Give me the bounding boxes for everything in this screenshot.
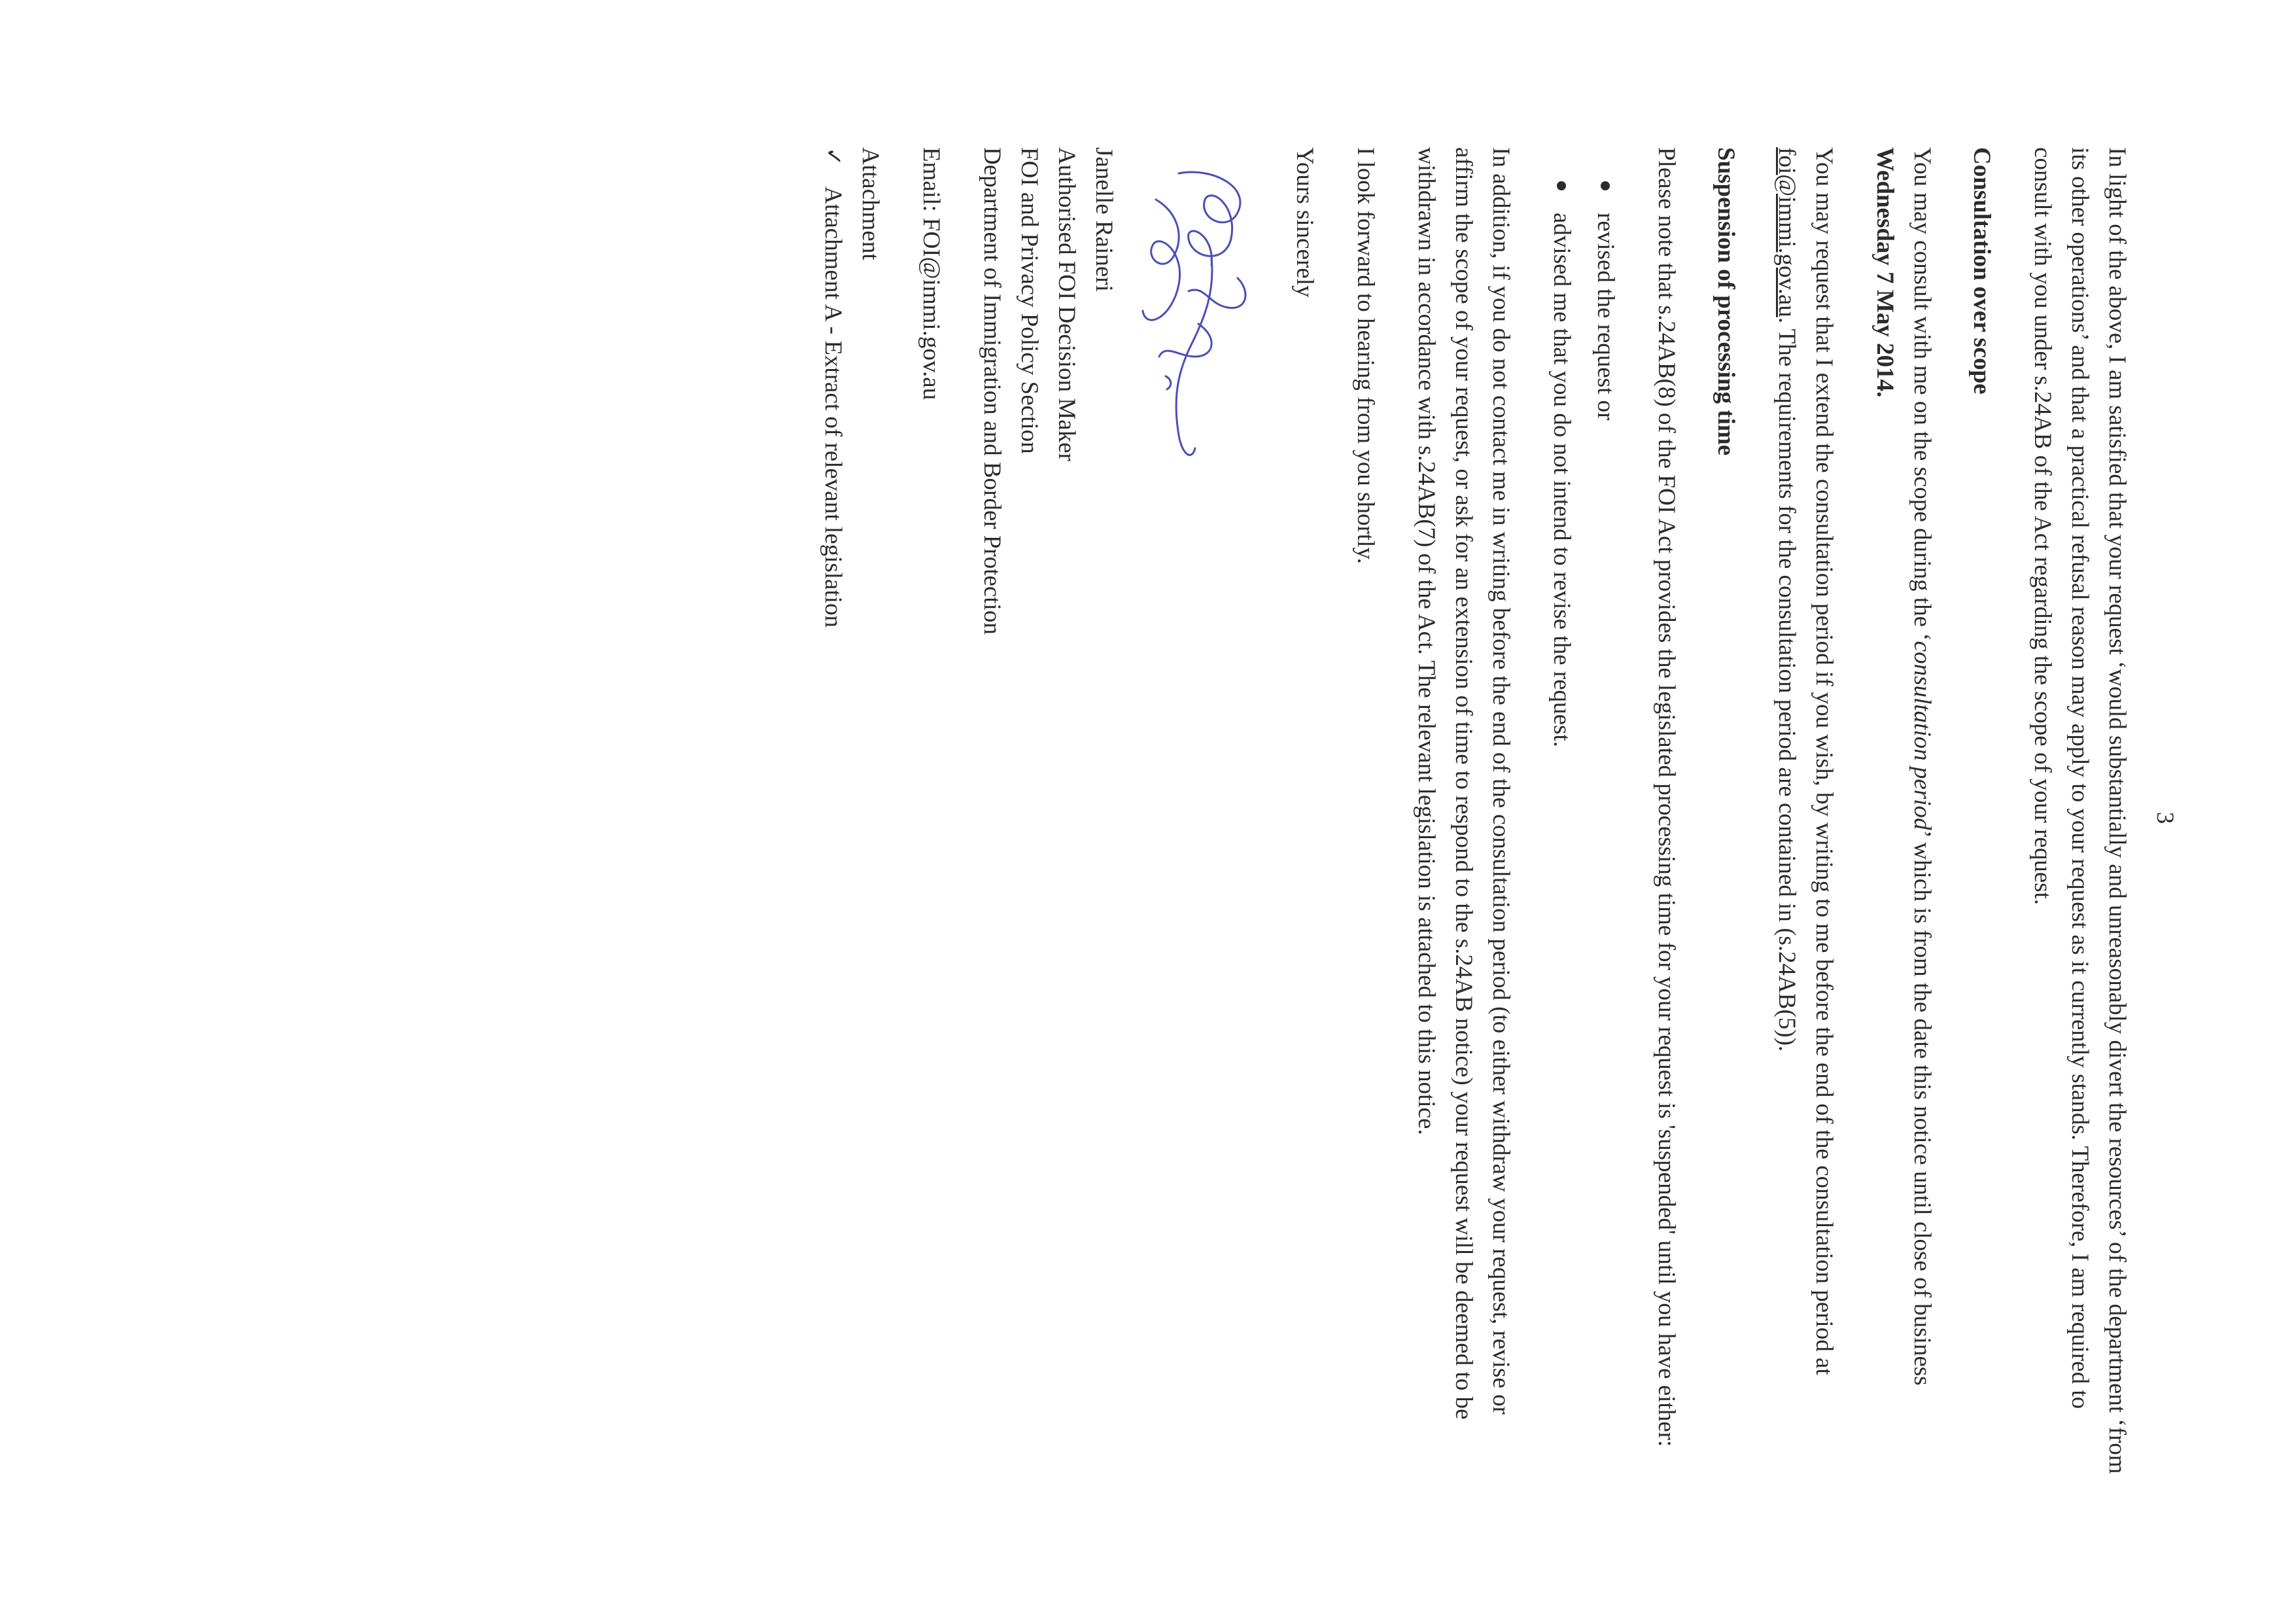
foi-email-link[interactable]: foi@immi.gov.au xyxy=(1773,147,1800,317)
intro-paragraph: In light of the above, I am satisfied that your request ‘would substantially and unreasonably divert the resources’ of the department ‘from its other operations’ and that a practical refusal reason may apply to your request as it currently stands. Therefore, I am required to consult with you under s.24AB of the Act regarding the scope of your request. xyxy=(2029,147,2131,1474)
signatory-title: Authorised FOI Decision Maker xyxy=(1053,147,1080,461)
extension-text-start: You may request that I extend the consultation period if you wish, by writing to me before the end of the consultation period at xyxy=(1811,147,1837,1375)
page-number: 3 xyxy=(2151,811,2178,824)
extension-paragraph xyxy=(1768,147,1843,1475)
consultation-text-start: You may consult with me on the scope during the ‘ xyxy=(1909,147,1936,641)
closing-salutation: Yours sincerely xyxy=(1291,147,1318,298)
look-forward-paragraph: I look forward to hearing from you shortly. xyxy=(1352,147,1379,564)
signatory-email: Email: FOI@immi.gov.au xyxy=(918,147,945,400)
signatory-department: Department of Immigration and Border Protection xyxy=(979,147,1005,635)
list-item: revised the request or xyxy=(1587,147,1624,1475)
suspension-heading: Suspension of processing time xyxy=(1713,147,1739,456)
consultation-period-paragraph xyxy=(1866,147,1941,1475)
handwritten-signature xyxy=(1133,160,1277,474)
extension-text-end: . The requirements for the consultation period are contained in (s.24AB(5)). xyxy=(1773,317,1800,1052)
attachment-item xyxy=(814,147,852,1475)
consultation-heading: Consultation over scope xyxy=(1968,147,1995,395)
consultation-text-middle: ’ which is from the date this notice until close of business xyxy=(1909,830,1936,1386)
attachment-heading: Attachment xyxy=(857,147,884,260)
attachment-label: Attachment A - Extract of relevant legislation xyxy=(820,186,846,628)
suspension-paragraph: Please note that s.24AB(8) of the FOI Act provides the legislated processing time for your request is 'suspended' until you have either: xyxy=(1653,147,1680,1447)
signatory-name: Janelle Raineri xyxy=(1090,147,1117,292)
suspension-conditions-list xyxy=(1543,147,1624,1475)
checkmark-icon: ✓ xyxy=(820,147,846,166)
list-item: advised me that you do not intend to revise the request. xyxy=(1543,147,1580,1475)
consultation-deadline: Wednesday 7 May 2014. xyxy=(1871,147,1898,398)
consultation-period-term: consultation period xyxy=(1909,641,1936,830)
signatory-section: FOI and Privacy Policy Section xyxy=(1016,147,1043,454)
withdrawal-paragraph: In addition, if you do not contact me in writing before the end of the consultation period (to either withdraw your request, revise or affirm the scope of your request, or ask for an extension of time to respond to the s.24AB notice) your request will be deemed to be withdrawn in accordance with s.24AB(7) of the Act. The relevant legislation is attached to this notice. xyxy=(1413,147,1514,1420)
signature-block xyxy=(814,147,1122,1475)
letter-body xyxy=(814,147,2136,1475)
